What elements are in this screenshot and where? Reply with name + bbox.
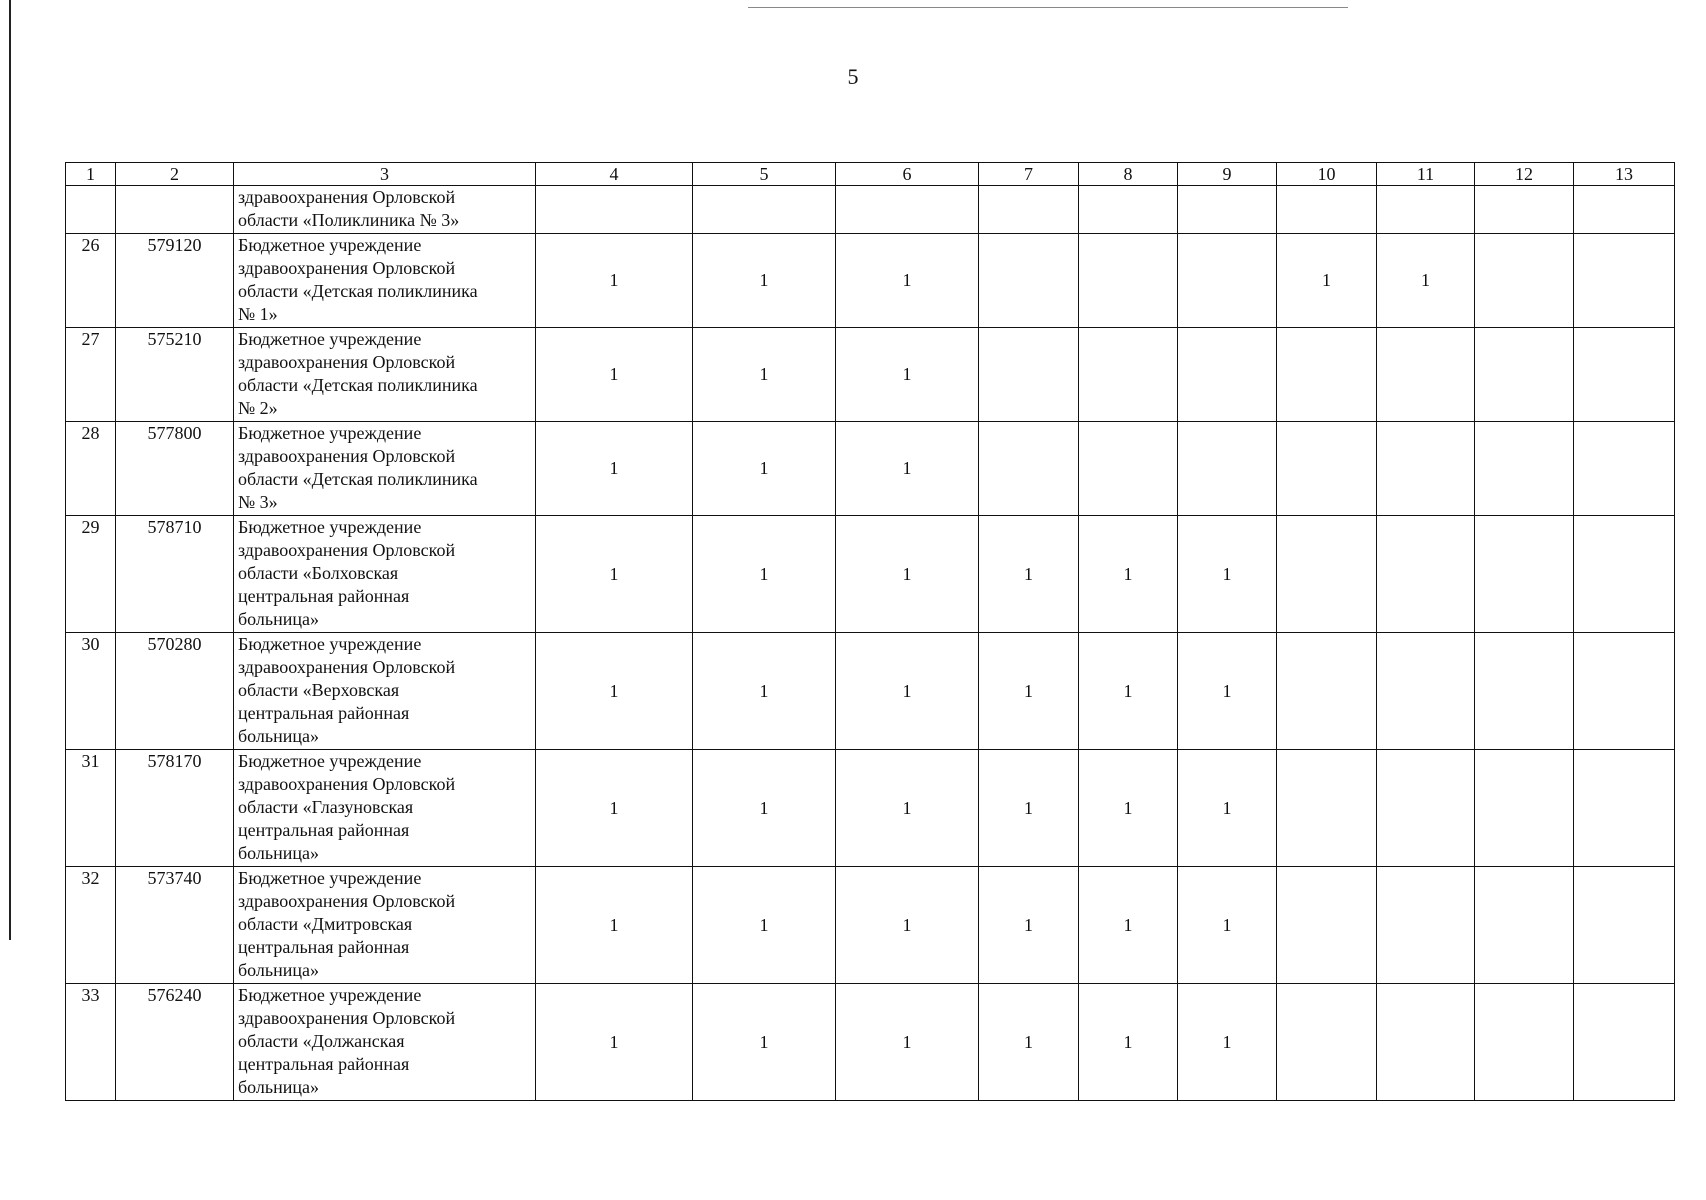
value-cell-col-4: 1 [536, 750, 693, 867]
institution-name-line: области «Детская поликлиника [238, 281, 478, 301]
column-header-8: 8 [1079, 163, 1178, 186]
row-number: 30 [66, 633, 116, 750]
institution-name-line: здравоохранения Орловской [238, 446, 456, 466]
value-cell-col-12 [1475, 186, 1574, 234]
table-row [66, 633, 1675, 750]
institution-code: 573740 [116, 867, 234, 984]
value-cell-col-6: 1 [836, 984, 979, 1101]
institution-name-line: здравоохранения Орловской [238, 352, 456, 372]
value-cell-col-7: 1 [979, 516, 1079, 633]
value-cell-col-12 [1475, 867, 1574, 984]
value-cell-col-5: 1 [693, 422, 836, 516]
row-number: 31 [66, 750, 116, 867]
value-cell-col-9: 1 [1178, 984, 1277, 1101]
value-cell-col-13 [1574, 422, 1675, 516]
institution-name-line: области «Болховская [238, 563, 399, 583]
institution-name-line: больница» [238, 960, 319, 980]
header-row [66, 163, 1675, 186]
value-cell-col-4: 1 [536, 422, 693, 516]
value-cell-col-5: 1 [693, 328, 836, 422]
value-cell-col-9 [1178, 234, 1277, 328]
value-cell-col-6: 1 [836, 867, 979, 984]
value-cell-col-9: 1 [1178, 633, 1277, 750]
value-cell-col-8: 1 [1079, 633, 1178, 750]
value-cell-col-12 [1475, 750, 1574, 867]
table-row [66, 422, 1675, 516]
value-cell-col-12 [1475, 633, 1574, 750]
value-cell-col-10 [1277, 328, 1377, 422]
value-cell-col-7: 1 [979, 984, 1079, 1101]
top-rule [748, 7, 1348, 8]
value-cell-col-4: 1 [536, 328, 693, 422]
value-cell-col-13 [1574, 633, 1675, 750]
value-cell-col-6 [836, 186, 979, 234]
institution-name-line: здравоохранения Орловской [238, 657, 456, 677]
institution-name-line: центральная районная [238, 1054, 410, 1074]
value-cell-col-10 [1277, 984, 1377, 1101]
value-cell-col-5 [693, 186, 836, 234]
column-header-3: 3 [234, 163, 536, 186]
institution-name [234, 516, 536, 633]
value-cell-col-6: 1 [836, 422, 979, 516]
value-cell-col-8: 1 [1079, 516, 1178, 633]
value-cell-col-5: 1 [693, 867, 836, 984]
value-cell-col-10 [1277, 186, 1377, 234]
institution-name-line: № 1» [238, 304, 278, 324]
institution-name-line: здравоохранения Орловской [238, 774, 456, 794]
value-cell-col-12 [1475, 984, 1574, 1101]
institution-code: 578710 [116, 516, 234, 633]
institution-name-line: области «Должанская [238, 1031, 405, 1051]
value-cell-col-8: 1 [1079, 750, 1178, 867]
value-cell-col-13 [1574, 867, 1675, 984]
institution-code: 570280 [116, 633, 234, 750]
page-left-edge [9, 0, 11, 940]
institution-code: 575210 [116, 328, 234, 422]
institution-name-line: области «Дмитровская [238, 914, 413, 934]
institution-name-line: Бюджетное учреждение [238, 423, 422, 443]
value-cell-col-5: 1 [693, 750, 836, 867]
value-cell-col-9 [1178, 186, 1277, 234]
column-header-2: 2 [116, 163, 234, 186]
institution-name-line: Бюджетное учреждение [238, 329, 422, 349]
value-cell-col-6: 1 [836, 750, 979, 867]
column-header-11: 11 [1377, 163, 1475, 186]
value-cell-col-7 [979, 234, 1079, 328]
value-cell-col-11: 1 [1377, 234, 1475, 328]
data-table [65, 162, 1675, 1101]
institution-name-line: области «Детская поликлиника [238, 375, 478, 395]
institution-name-line: области «Детская поликлиника [238, 469, 478, 489]
value-cell-col-7 [979, 422, 1079, 516]
row-number: 33 [66, 984, 116, 1101]
institution-name [234, 984, 536, 1101]
institution-name-line: Бюджетное учреждение [238, 985, 422, 1005]
value-cell-col-12 [1475, 234, 1574, 328]
value-cell-col-9: 1 [1178, 750, 1277, 867]
institution-name-line: центральная районная [238, 703, 410, 723]
institution-name-line: здравоохранения Орловской [238, 187, 456, 207]
value-cell-col-5: 1 [693, 234, 836, 328]
value-cell-col-11 [1377, 633, 1475, 750]
institution-name [234, 328, 536, 422]
value-cell-col-4 [536, 186, 693, 234]
institution-name-line: Бюджетное учреждение [238, 634, 422, 654]
institution-name-line: здравоохранения Орловской [238, 891, 456, 911]
institution-code [116, 186, 234, 234]
institution-name-line: № 3» [238, 492, 278, 512]
institution-name-line: здравоохранения Орловской [238, 540, 456, 560]
value-cell-col-8: 1 [1079, 867, 1178, 984]
page-number: 5 [847, 64, 859, 89]
table-row [66, 516, 1675, 633]
institution-name-line: области «Глазуновская [238, 797, 414, 817]
value-cell-col-11 [1377, 328, 1475, 422]
institution-name-line: больница» [238, 726, 319, 746]
value-cell-col-10 [1277, 867, 1377, 984]
value-cell-col-5: 1 [693, 516, 836, 633]
column-header-9: 9 [1178, 163, 1277, 186]
column-header-6: 6 [836, 163, 979, 186]
institution-name-line: здравоохранения Орловской [238, 1008, 456, 1028]
value-cell-col-5: 1 [693, 633, 836, 750]
column-header-10: 10 [1277, 163, 1377, 186]
institution-code: 578170 [116, 750, 234, 867]
value-cell-col-11 [1377, 186, 1475, 234]
value-cell-col-6: 1 [836, 234, 979, 328]
value-cell-col-9: 1 [1178, 516, 1277, 633]
value-cell-col-10 [1277, 422, 1377, 516]
institution-name-line: больница» [238, 1077, 319, 1097]
value-cell-col-10 [1277, 633, 1377, 750]
institution-name-line: области «Верховская [238, 680, 400, 700]
institution-name-line: № 2» [238, 398, 278, 418]
value-cell-col-4: 1 [536, 867, 693, 984]
value-cell-col-9 [1178, 422, 1277, 516]
column-header-4: 4 [536, 163, 693, 186]
value-cell-col-6: 1 [836, 516, 979, 633]
institution-name-line: Бюджетное учреждение [238, 868, 422, 888]
value-cell-col-8 [1079, 422, 1178, 516]
institution-name [234, 750, 536, 867]
column-header-5: 5 [693, 163, 836, 186]
column-header-1: 1 [66, 163, 116, 186]
value-cell-col-9 [1178, 328, 1277, 422]
row-number: 27 [66, 328, 116, 422]
institution-name-line: центральная районная [238, 586, 410, 606]
table-row [66, 186, 1675, 234]
table-row [66, 234, 1675, 328]
value-cell-col-11 [1377, 984, 1475, 1101]
value-cell-col-13 [1574, 328, 1675, 422]
table-row [66, 328, 1675, 422]
value-cell-col-7 [979, 186, 1079, 234]
institution-name [234, 422, 536, 516]
value-cell-col-13 [1574, 234, 1675, 328]
institution-name [234, 186, 536, 234]
value-cell-col-4: 1 [536, 516, 693, 633]
value-cell-col-9: 1 [1178, 867, 1277, 984]
value-cell-col-7: 1 [979, 633, 1079, 750]
column-header-13: 13 [1574, 163, 1675, 186]
value-cell-col-4: 1 [536, 984, 693, 1101]
value-cell-col-10: 1 [1277, 234, 1377, 328]
column-header-7: 7 [979, 163, 1079, 186]
institution-name [234, 867, 536, 984]
institution-name-line: центральная районная [238, 820, 410, 840]
value-cell-col-11 [1377, 867, 1475, 984]
institution-name-line: области «Поликлиника № 3» [238, 210, 460, 230]
value-cell-col-10 [1277, 516, 1377, 633]
institution-name [234, 234, 536, 328]
table-row [66, 750, 1675, 867]
value-cell-col-13 [1574, 984, 1675, 1101]
value-cell-col-13 [1574, 516, 1675, 633]
institution-name-line: Бюджетное учреждение [238, 517, 422, 537]
value-cell-col-7: 1 [979, 867, 1079, 984]
value-cell-col-5: 1 [693, 984, 836, 1101]
row-number: 26 [66, 234, 116, 328]
institution-name-line: центральная районная [238, 937, 410, 957]
value-cell-col-13 [1574, 186, 1675, 234]
value-cell-col-12 [1475, 516, 1574, 633]
value-cell-col-6: 1 [836, 633, 979, 750]
value-cell-col-4: 1 [536, 633, 693, 750]
value-cell-col-8 [1079, 186, 1178, 234]
value-cell-col-12 [1475, 422, 1574, 516]
value-cell-col-10 [1277, 750, 1377, 867]
institution-name-line: больница» [238, 843, 319, 863]
value-cell-col-11 [1377, 422, 1475, 516]
value-cell-col-6: 1 [836, 328, 979, 422]
institution-name-line: Бюджетное учреждение [238, 751, 422, 771]
value-cell-col-8: 1 [1079, 984, 1178, 1101]
institution-name-line: Бюджетное учреждение [238, 235, 422, 255]
institution-name-line: больница» [238, 609, 319, 629]
value-cell-col-8 [1079, 234, 1178, 328]
table-row [66, 867, 1675, 984]
value-cell-col-11 [1377, 750, 1475, 867]
value-cell-col-7: 1 [979, 750, 1079, 867]
value-cell-col-13 [1574, 750, 1675, 867]
row-number: 29 [66, 516, 116, 633]
institution-code: 576240 [116, 984, 234, 1101]
value-cell-col-11 [1377, 516, 1475, 633]
value-cell-col-8 [1079, 328, 1178, 422]
institution-name [234, 633, 536, 750]
institution-code: 579120 [116, 234, 234, 328]
institution-code: 577800 [116, 422, 234, 516]
value-cell-col-4: 1 [536, 234, 693, 328]
row-number: 28 [66, 422, 116, 516]
column-header-12: 12 [1475, 163, 1574, 186]
table-row [66, 984, 1675, 1101]
row-number: 32 [66, 867, 116, 984]
row-number [66, 186, 116, 234]
value-cell-col-7 [979, 328, 1079, 422]
value-cell-col-12 [1475, 328, 1574, 422]
institution-name-line: здравоохранения Орловской [238, 258, 456, 278]
